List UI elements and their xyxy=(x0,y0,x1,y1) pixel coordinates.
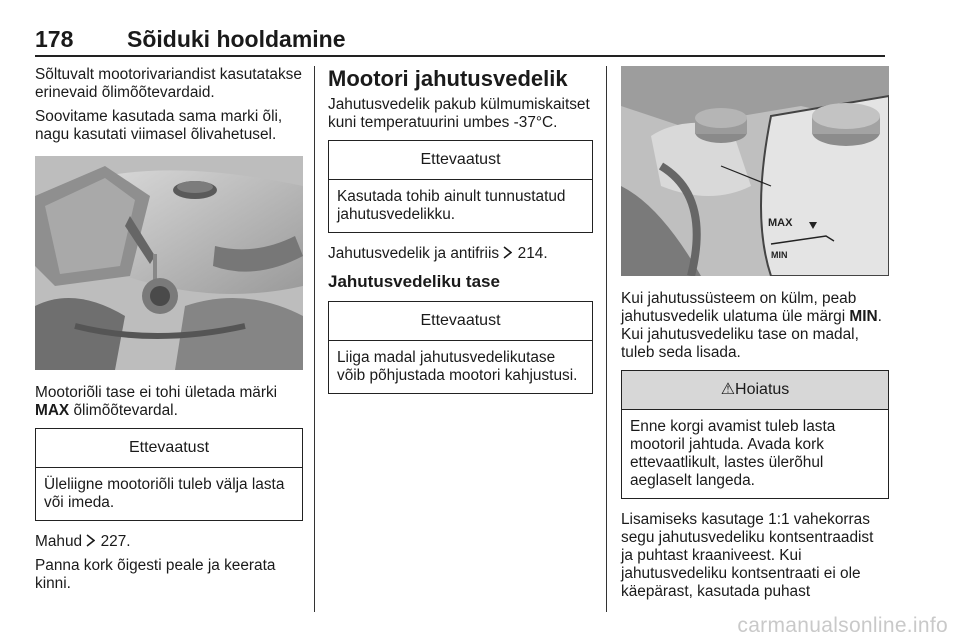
paragraph: Mootoriõli tase ei tohi ületada märki MAX õlimõõtevardal. xyxy=(35,384,278,419)
column-3 xyxy=(621,66,889,607)
page-title: Sõiduki hooldamine xyxy=(127,26,346,52)
column-divider-1 xyxy=(314,66,315,612)
column-divider-2 xyxy=(606,66,607,612)
column-2 xyxy=(328,66,593,406)
paragraph: Jahutusvedelik ja antifriis 214. xyxy=(328,245,548,262)
oil-filling-illustration xyxy=(35,156,303,370)
notice-title: Ettevaatust xyxy=(329,302,592,341)
notice-title: Ettevaatust xyxy=(36,429,302,468)
min-mark-text: MIN xyxy=(849,308,878,325)
paragraph: Soovitame kasutada sama marki õli, nagu kasutati viimasel õlivahetusel. xyxy=(35,108,283,143)
min-mark-label: MIN xyxy=(771,250,788,260)
notice-box xyxy=(328,140,593,233)
header-rule xyxy=(35,55,885,57)
paragraph: Sõltuvalt mootorivariandist kasutatakse erinevaid õlimõõtevardaid. xyxy=(35,66,302,101)
notice-text: Liiga madal jahutusvedelikutase võib põhjustada mootori kahjustusi. xyxy=(337,349,578,384)
page-reference-icon xyxy=(503,245,513,263)
warning-title: ⚠Hoiatus xyxy=(622,371,888,410)
section-heading: Mootori jahutusvedelik xyxy=(328,66,568,91)
paragraph: Jahutusvedelik pakub külmumiskaitset kuni temperatuurini umbes -37°C. xyxy=(328,96,590,131)
paragraph: Kui jahutussüsteem on külm, peab jahutusvedelik ulatuma üle märgi MIN. Kui jahutusvedeliku tase on madal, tuleb seda lisada. xyxy=(621,290,882,361)
watermark: carmanualsonline.info xyxy=(737,614,948,637)
paragraph: Panna kork õigesti peale ja keerata kinni. xyxy=(35,557,276,592)
warning-text: Enne korgi avamist tuleb lasta mootoril jahtuda. Avada kork ettevaatlikult, lastes ülerõhul aeglaselt langeda. xyxy=(630,418,836,489)
warning-box xyxy=(621,370,889,499)
page-number: 178 xyxy=(35,26,74,52)
notice-box xyxy=(35,428,303,521)
page-reference[interactable]: 227. xyxy=(100,533,131,550)
paragraph: Lisamiseks kasutage 1:1 vahekorras segu jahutusvedeliku kontsentraadist ja puhtast kraaniveest. Kui jahutusvedeliku kontsentraati ei ole käepärast, kasutada puhast xyxy=(621,511,874,600)
subsection-heading: Jahutusvedeliku tase xyxy=(328,272,500,291)
coolant-reservoir-illustration xyxy=(621,66,889,276)
notice-title: Ettevaatust xyxy=(329,141,592,180)
warning-triangle-icon: ⚠ xyxy=(720,381,736,398)
notice-box xyxy=(328,301,593,394)
column-1 xyxy=(35,66,303,599)
page-header xyxy=(35,22,885,52)
notice-text: Kasutada tohib ainult tunnustatud jahutusvedelikku. xyxy=(337,188,566,223)
max-mark-label: MAX xyxy=(768,217,793,229)
page-reference[interactable]: 214. xyxy=(517,245,548,262)
max-mark-label: MAX xyxy=(35,402,70,419)
paragraph: Mahud 227. xyxy=(35,533,131,550)
notice-text: Üleliigne mootoriõli tuleb välja lasta või imeda. xyxy=(44,476,285,511)
page-reference-icon xyxy=(86,533,96,551)
